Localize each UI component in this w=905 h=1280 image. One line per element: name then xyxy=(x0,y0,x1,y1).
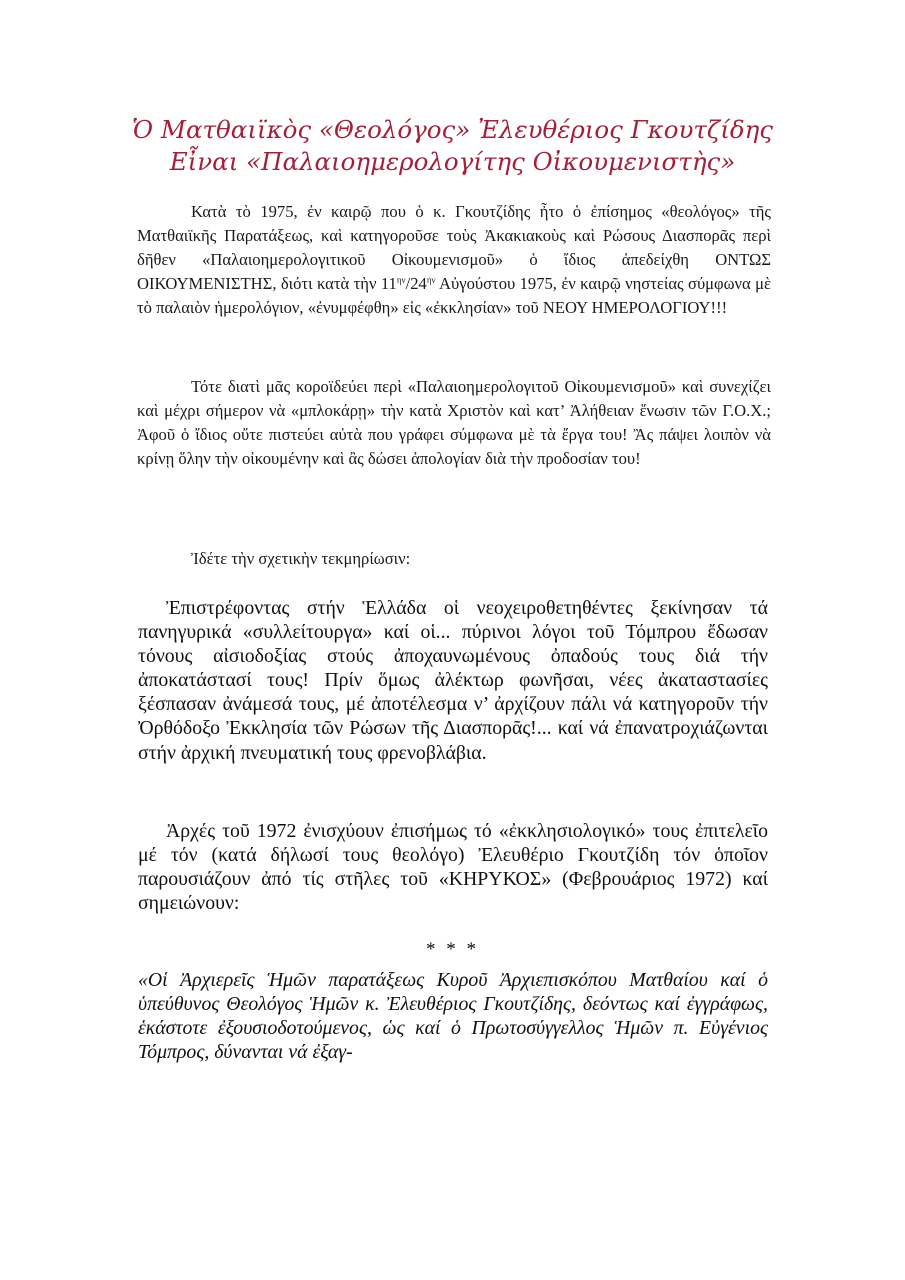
body-paragraph-1-text-c: Αὐγούστου 1975, ἐν καιρῷ νηστείας σύμφωνα μὲ τὸ παλαιὸν ἡμερολόγιον, «ἐνυμφέφθη» εἰς «ἐκκλησίαν» τοῦ ΝΕΟΥ ΗΜΕΡΟΛΟΓΙΟΥ!!! xyxy=(137,274,771,317)
body-paragraph-1 xyxy=(137,200,771,320)
body-paragraph-1-text-b: /24 xyxy=(405,274,427,293)
documentation-intro: Ἰδέτε τὴν σχετικὴν τεκμηρίωσιν: xyxy=(191,549,411,568)
body-paragraph-1-text-a: Κατὰ τὸ 1975, ἐν καιρῷ που ὁ κ. Γκουτζίδης ἦτο ὁ ἐπίσημος «θεολόγος» τῆς Ματθαιϊκῆς Παρατάξεως, καὶ κατηγοροῦσε τοὺς Ἀκακιακοὺς καὶ Ρώσους Διασπορᾶς περὶ δῆθεν «Παλαιοημερολογιτικοῦ Οἰκουμενισμοῦ» ὁ ἴδιος ἀπεδείχθη ΟΝΤΩΣ ΟΙΚΟΥΜΕΝΙΣΤΗΣ, διότι κατὰ τὴν 11 xyxy=(137,202,771,293)
scan-paragraph-2: Ἀρχές τοῦ 1972 ἐνισχύουν ἐπισήμως τό «ἐκκλησιολογικό» τους ἐπιτελεῖο μέ τόν (κατά δήλωσί τους θεολόγο) Ἐλευθέριο Γκουτζίδη τόν ὁποῖον παρουσιάζουν ἀπό τίς στῆλες τοῦ «ΚΗΡΥΚΟΣ» (Φεβρουάριος 1972) καί σημειώνουν: xyxy=(138,820,768,915)
scan-quote-paragraph: «Οἱ Ἀρχιερεῖς Ἡμῶν παρατάξεως Κυροῦ Ἀρχιεπισκόπου Ματθαίου καί ὁ ὑπεύθυνος Θεολόγος Ἡμῶν κ. Ἐλευθέριος Γκουτζίδης, δεόντως καί ἐγγράφως, ἑκάστοτε ἐξουσιοδοτούμενος, ὡς καί ὁ Πρωτοσύγγελλος Ἡμῶν π. Εὐγένιος Τόμπρος, δύνανται νά ἐξαγ- xyxy=(138,969,768,1064)
article-title-line-1: Ὁ Ματθαιϊκὸς «Θεολόγος» Ἐλευθέριος Γκουτζίδης xyxy=(132,115,773,144)
scan-paragraph-1: Ἐπιστρέφοντας στήν Ἑλλάδα οἱ νεοχειροθετηθέντες ξεκίνησαν τά πανηγυρικά «συλλείτουργα» καί οἱ... πύρινοι λόγοι τοῦ Τόμπρου ἔδωσαν τόνους αἰσιοδοξίας στούς ἀποχαυνωμένους ὀπαδούς τους διά τήν ἀποκατάστασί τους! Πρίν ὅμως ἀλέκτωρ φωνῆσαι, νέες ἀκαταστασίες ξέσπασαν ἀνάμεσά τους, μέ ἀποτέλεσμα ν’ ἀρχίζουν πάλι νά κατηγοροῦν τήν Ὀρθόδοξο Ἐκκλησία τῶν Ρώσων τῆς Διασπορᾶς!... καί νά ἐπανατροχιάζωνται στήν ἀρχική πνευματική τους φρενοβλάβια. xyxy=(138,597,768,764)
body-paragraph-2: Τότε διατὶ μᾶς κοροϊδεύει περὶ «Παλαιοημερολογιτοῦ Οἰκουμενισμοῦ» καὶ συνεχίζει καὶ μέχρι σήμερον νὰ «μπλοκάρῃ» τὴν κατὰ Χριστὸν καὶ κατ’ Ἀλήθειαν ἕνωσιν τῶν Γ.Ο.Χ.; Ἀφοῦ ὁ ἴδιος οὔτε πιστεύει αὐτὰ που γράφει σύμφωνα μὲ τὰ ἔργα του! Ἂς πάψει λοιπὸν νὰ κρίνῃ ὅλην τὴν οἰκουμένην καὶ ἂς δώσει ἀπολογίαν διὰ τὴν προδοσίαν του! xyxy=(137,377,771,468)
scan-separator: * * * xyxy=(426,939,479,960)
article-title-line-2: Εἶναι «Παλαιοημερολογίτης Οἰκουμενιστὴς» xyxy=(169,147,736,176)
ordinal-superscript-2: ην xyxy=(426,275,436,285)
ordinal-superscript-1: ην xyxy=(396,275,406,285)
